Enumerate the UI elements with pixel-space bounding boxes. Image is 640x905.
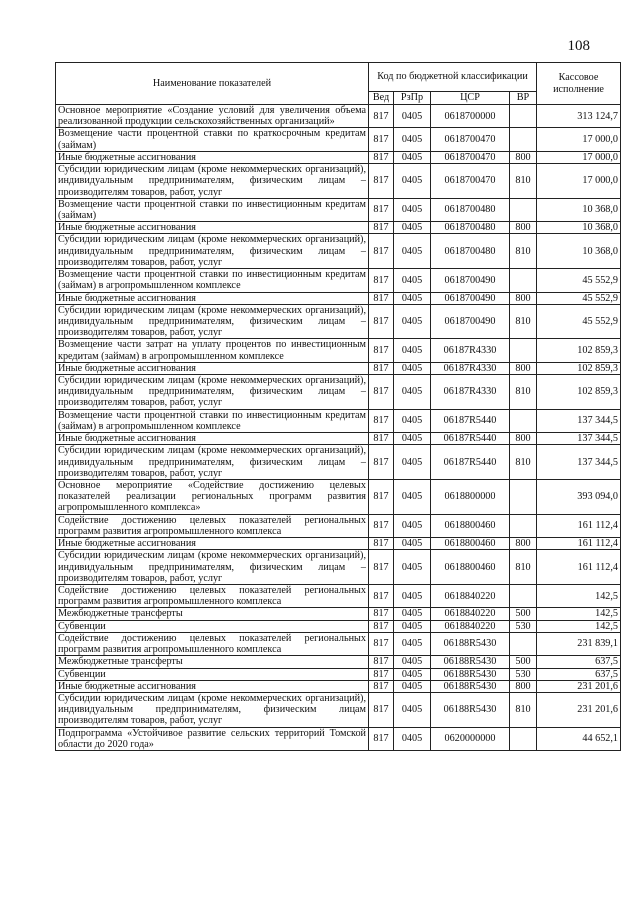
row-vr: 810 [510, 692, 537, 727]
row-vr: 810 [510, 304, 537, 339]
row-sum: 231 839,1 [537, 632, 621, 655]
row-sum: 17 000,0 [537, 128, 621, 151]
table-row [56, 339, 621, 362]
row-ved: 817 [369, 584, 394, 607]
table-row [56, 584, 621, 607]
row-name: Возмещение части процентной ставки по инвестиционным кредитам (займам) в агропромышленном комплексе [56, 269, 369, 292]
row-rzpr: 0405 [394, 632, 431, 655]
row-name: Иные бюджетные ассигнования [56, 292, 369, 304]
table-row [56, 608, 621, 620]
row-name: Субсидии юридическим лицам (кроме некоммерческих организаций), индивидуальным предпринимателям, физическим лицам – производителям товаров, работ, услуг [56, 234, 369, 269]
row-ved: 817 [369, 198, 394, 221]
row-ved: 817 [369, 128, 394, 151]
row-name: Подпрограмма «Устойчивое развитие сельских территорий Томской области до 2020 года» [56, 727, 369, 750]
row-sum: 102 859,3 [537, 375, 621, 410]
row-name: Субсидии юридическим лицам (кроме некоммерческих организаций), индивидуальным предпринимателям, физическим лицам – производителям товаров, работ, услуг [56, 445, 369, 480]
row-csr: 0618700470 [431, 164, 510, 199]
row-rzpr: 0405 [394, 727, 431, 750]
row-ved: 817 [369, 608, 394, 620]
table-row [56, 234, 621, 269]
row-sum: 45 552,9 [537, 269, 621, 292]
row-rzpr: 0405 [394, 550, 431, 585]
row-sum: 231 201,6 [537, 680, 621, 692]
row-vr [510, 198, 537, 221]
row-csr: 0618700480 [431, 222, 510, 234]
row-rzpr: 0405 [394, 105, 431, 128]
row-name: Субвенции [56, 668, 369, 680]
row-ved: 817 [369, 514, 394, 537]
row-ved: 817 [369, 362, 394, 374]
header-ved: Вед [369, 92, 394, 105]
row-name: Иные бюджетные ассигнования [56, 680, 369, 692]
row-ved: 817 [369, 234, 394, 269]
header-sum: Кассовое исполнение [537, 63, 621, 105]
row-csr: 06188R5430 [431, 668, 510, 680]
row-vr [510, 584, 537, 607]
row-ved: 817 [369, 620, 394, 632]
row-rzpr: 0405 [394, 234, 431, 269]
row-ved: 817 [369, 538, 394, 550]
row-rzpr: 0405 [394, 620, 431, 632]
row-sum: 45 552,9 [537, 304, 621, 339]
row-csr: 0618700480 [431, 198, 510, 221]
row-csr: 0620000000 [431, 727, 510, 750]
table-row [56, 668, 621, 680]
row-vr: 530 [510, 620, 537, 632]
row-ved: 817 [369, 692, 394, 727]
row-ved: 817 [369, 680, 394, 692]
row-rzpr: 0405 [394, 608, 431, 620]
table-row [56, 375, 621, 410]
header-name: Наименование показателей [56, 63, 369, 105]
table-row [56, 620, 621, 632]
row-sum: 137 344,5 [537, 409, 621, 432]
table-row [56, 362, 621, 374]
row-csr: 06187R4330 [431, 375, 510, 410]
row-sum: 637,5 [537, 668, 621, 680]
row-rzpr: 0405 [394, 680, 431, 692]
row-name: Иные бюджетные ассигнования [56, 538, 369, 550]
row-rzpr: 0405 [394, 692, 431, 727]
table-row [56, 151, 621, 163]
table-row [56, 269, 621, 292]
row-csr: 06187R4330 [431, 339, 510, 362]
row-rzpr: 0405 [394, 445, 431, 480]
row-ved: 817 [369, 480, 394, 515]
table-row [56, 550, 621, 585]
table-row [56, 304, 621, 339]
table-row [56, 538, 621, 550]
row-sum: 137 344,5 [537, 445, 621, 480]
row-rzpr: 0405 [394, 668, 431, 680]
row-name: Субсидии юридическим лицам (кроме некоммерческих организаций), индивидуальным предпринимателям, физическим лицам – производителям товаров, работ, услуг [56, 304, 369, 339]
row-csr: 0618800000 [431, 480, 510, 515]
row-name: Возмещение части процентной ставки по инвестиционным кредитам (займам) в агропромышленном комплексе [56, 409, 369, 432]
row-csr: 06188R5430 [431, 632, 510, 655]
row-sum: 10 368,0 [537, 222, 621, 234]
table-row [56, 514, 621, 537]
row-ved: 817 [369, 445, 394, 480]
row-sum: 45 552,9 [537, 292, 621, 304]
row-name: Субсидии юридическим лицам (кроме некоммерческих организаций), индивидуальным предпринимателям, физическим лицам – производителям товаров, работ, услуг [56, 164, 369, 199]
row-rzpr: 0405 [394, 362, 431, 374]
row-name: Возмещение части процентной ставки по краткосрочным кредитам (займам) [56, 128, 369, 151]
row-ved: 817 [369, 668, 394, 680]
row-rzpr: 0405 [394, 584, 431, 607]
row-csr: 0618700490 [431, 304, 510, 339]
row-sum: 137 344,5 [537, 433, 621, 445]
row-sum: 142,5 [537, 620, 621, 632]
row-ved: 817 [369, 222, 394, 234]
row-sum: 161 112,4 [537, 550, 621, 585]
table-row [56, 433, 621, 445]
row-csr: 0618800460 [431, 550, 510, 585]
table-row [56, 692, 621, 727]
row-sum: 102 859,3 [537, 362, 621, 374]
row-rzpr: 0405 [394, 409, 431, 432]
header-code-group: Код по бюджетной классификации [369, 63, 537, 92]
row-vr: 800 [510, 362, 537, 374]
row-csr: 0618840220 [431, 620, 510, 632]
table-row [56, 480, 621, 515]
row-sum: 17 000,0 [537, 164, 621, 199]
table-row [56, 198, 621, 221]
row-ved: 817 [369, 269, 394, 292]
row-csr: 0618700470 [431, 128, 510, 151]
row-ved: 817 [369, 164, 394, 199]
row-sum: 393 094,0 [537, 480, 621, 515]
row-csr: 06187R5440 [431, 433, 510, 445]
row-name: Субсидии юридическим лицам (кроме некоммерческих организаций), индивидуальным предпринимателям, физическим лицам – производителям товаров, работ, услуг [56, 375, 369, 410]
row-name: Содействие достижению целевых показателей региональных программ развития агропромышленного комплекса [56, 632, 369, 655]
row-vr: 500 [510, 656, 537, 668]
row-sum: 313 124,7 [537, 105, 621, 128]
row-csr: 0618800460 [431, 514, 510, 537]
row-name: Межбюджетные трансферты [56, 608, 369, 620]
table-row [56, 222, 621, 234]
row-name: Содействие достижению целевых показателей региональных программ развития агропромышленного комплекса [56, 514, 369, 537]
row-csr: 0618700490 [431, 269, 510, 292]
row-vr [510, 128, 537, 151]
row-name: Иные бюджетные ассигнования [56, 433, 369, 445]
row-ved: 817 [369, 656, 394, 668]
row-csr: 0618700470 [431, 151, 510, 163]
row-rzpr: 0405 [394, 222, 431, 234]
row-name: Межбюджетные трансферты [56, 656, 369, 668]
row-ved: 817 [369, 292, 394, 304]
row-vr: 800 [510, 151, 537, 163]
table-row [56, 632, 621, 655]
row-name: Основное мероприятие «Содействие достижению целевых показателей реализации региональных программ развития агропромышленного комплекса» [56, 480, 369, 515]
row-vr [510, 409, 537, 432]
row-vr: 810 [510, 550, 537, 585]
row-csr: 0618840220 [431, 608, 510, 620]
row-rzpr: 0405 [394, 480, 431, 515]
row-ved: 817 [369, 105, 394, 128]
row-ved: 817 [369, 409, 394, 432]
row-vr [510, 632, 537, 655]
row-name: Субсидии юридическим лицам (кроме некоммерческих организаций), индивидуальным предпринимателям, физическим лицам – производителям товаров, работ, услуг [56, 550, 369, 585]
row-rzpr: 0405 [394, 292, 431, 304]
row-rzpr: 0405 [394, 198, 431, 221]
row-rzpr: 0405 [394, 128, 431, 151]
row-csr: 06187R5440 [431, 445, 510, 480]
row-rzpr: 0405 [394, 656, 431, 668]
row-vr [510, 339, 537, 362]
table-row [56, 128, 621, 151]
table-body [56, 105, 621, 751]
table-row [56, 164, 621, 199]
row-sum: 231 201,6 [537, 692, 621, 727]
row-sum: 637,5 [537, 656, 621, 668]
row-csr: 06188R5430 [431, 656, 510, 668]
row-csr: 06187R5440 [431, 409, 510, 432]
row-ved: 817 [369, 375, 394, 410]
row-vr: 810 [510, 445, 537, 480]
row-ved: 817 [369, 433, 394, 445]
row-sum: 161 112,4 [537, 538, 621, 550]
table-row [56, 680, 621, 692]
row-name: Содействие достижению целевых показателей региональных программ развития агропромышленного комплекса [56, 584, 369, 607]
row-vr [510, 480, 537, 515]
header-csr: ЦСР [431, 92, 510, 105]
row-rzpr: 0405 [394, 538, 431, 550]
row-sum: 142,5 [537, 584, 621, 607]
row-rzpr: 0405 [394, 304, 431, 339]
row-vr: 530 [510, 668, 537, 680]
row-rzpr: 0405 [394, 269, 431, 292]
header-rzpr: РзПр [394, 92, 431, 105]
row-csr: 0618700000 [431, 105, 510, 128]
row-sum: 10 368,0 [537, 234, 621, 269]
budget-table [55, 62, 621, 751]
row-rzpr: 0405 [394, 375, 431, 410]
row-csr: 0618700490 [431, 292, 510, 304]
row-sum: 161 112,4 [537, 514, 621, 537]
row-ved: 817 [369, 151, 394, 163]
table-row [56, 656, 621, 668]
table-row [56, 105, 621, 128]
row-name: Возмещение части процентной ставки по инвестиционным кредитам (займам) [56, 198, 369, 221]
row-ved: 817 [369, 339, 394, 362]
row-csr: 06188R5430 [431, 680, 510, 692]
row-sum: 17 000,0 [537, 151, 621, 163]
row-name: Субвенции [56, 620, 369, 632]
row-vr [510, 514, 537, 537]
row-ved: 817 [369, 632, 394, 655]
row-csr: 0618700480 [431, 234, 510, 269]
row-vr [510, 105, 537, 128]
row-name: Иные бюджетные ассигнования [56, 222, 369, 234]
row-sum: 102 859,3 [537, 339, 621, 362]
table-row [56, 445, 621, 480]
row-name: Возмещение части затрат на уплату процентов по инвестиционным кредитам (займам) в агропромышленном комплексе [56, 339, 369, 362]
row-rzpr: 0405 [394, 514, 431, 537]
row-vr: 810 [510, 164, 537, 199]
row-rzpr: 0405 [394, 151, 431, 163]
table-row [56, 292, 621, 304]
row-rzpr: 0405 [394, 164, 431, 199]
row-csr: 06187R4330 [431, 362, 510, 374]
row-sum: 44 652,1 [537, 727, 621, 750]
row-name: Иные бюджетные ассигнования [56, 151, 369, 163]
table-row [56, 409, 621, 432]
row-csr: 0618840220 [431, 584, 510, 607]
row-ved: 817 [369, 304, 394, 339]
row-name: Основное мероприятие «Создание условий для увеличения объема реализованной продукции сельскохозяйственных организаций» [56, 105, 369, 128]
row-sum: 10 368,0 [537, 198, 621, 221]
header-vr: ВР [510, 92, 537, 105]
row-vr: 800 [510, 680, 537, 692]
page-number: 108 [567, 38, 590, 54]
row-ved: 817 [369, 550, 394, 585]
table-row [56, 727, 621, 750]
row-vr: 800 [510, 222, 537, 234]
row-csr: 06188R5430 [431, 692, 510, 727]
row-sum: 142,5 [537, 608, 621, 620]
row-vr: 810 [510, 375, 537, 410]
row-vr: 810 [510, 234, 537, 269]
row-vr [510, 269, 537, 292]
row-rzpr: 0405 [394, 433, 431, 445]
row-rzpr: 0405 [394, 339, 431, 362]
row-vr: 800 [510, 538, 537, 550]
row-vr [510, 727, 537, 750]
row-name: Субсидии юридическим лицам (кроме некоммерческих организаций), индивидуальным предпринимателям, физическим лицам производителям товаров, работ, услуг [56, 692, 369, 727]
row-vr: 500 [510, 608, 537, 620]
row-vr: 800 [510, 292, 537, 304]
row-vr: 800 [510, 433, 537, 445]
row-ved: 817 [369, 727, 394, 750]
row-name: Иные бюджетные ассигнования [56, 362, 369, 374]
row-csr: 0618800460 [431, 538, 510, 550]
